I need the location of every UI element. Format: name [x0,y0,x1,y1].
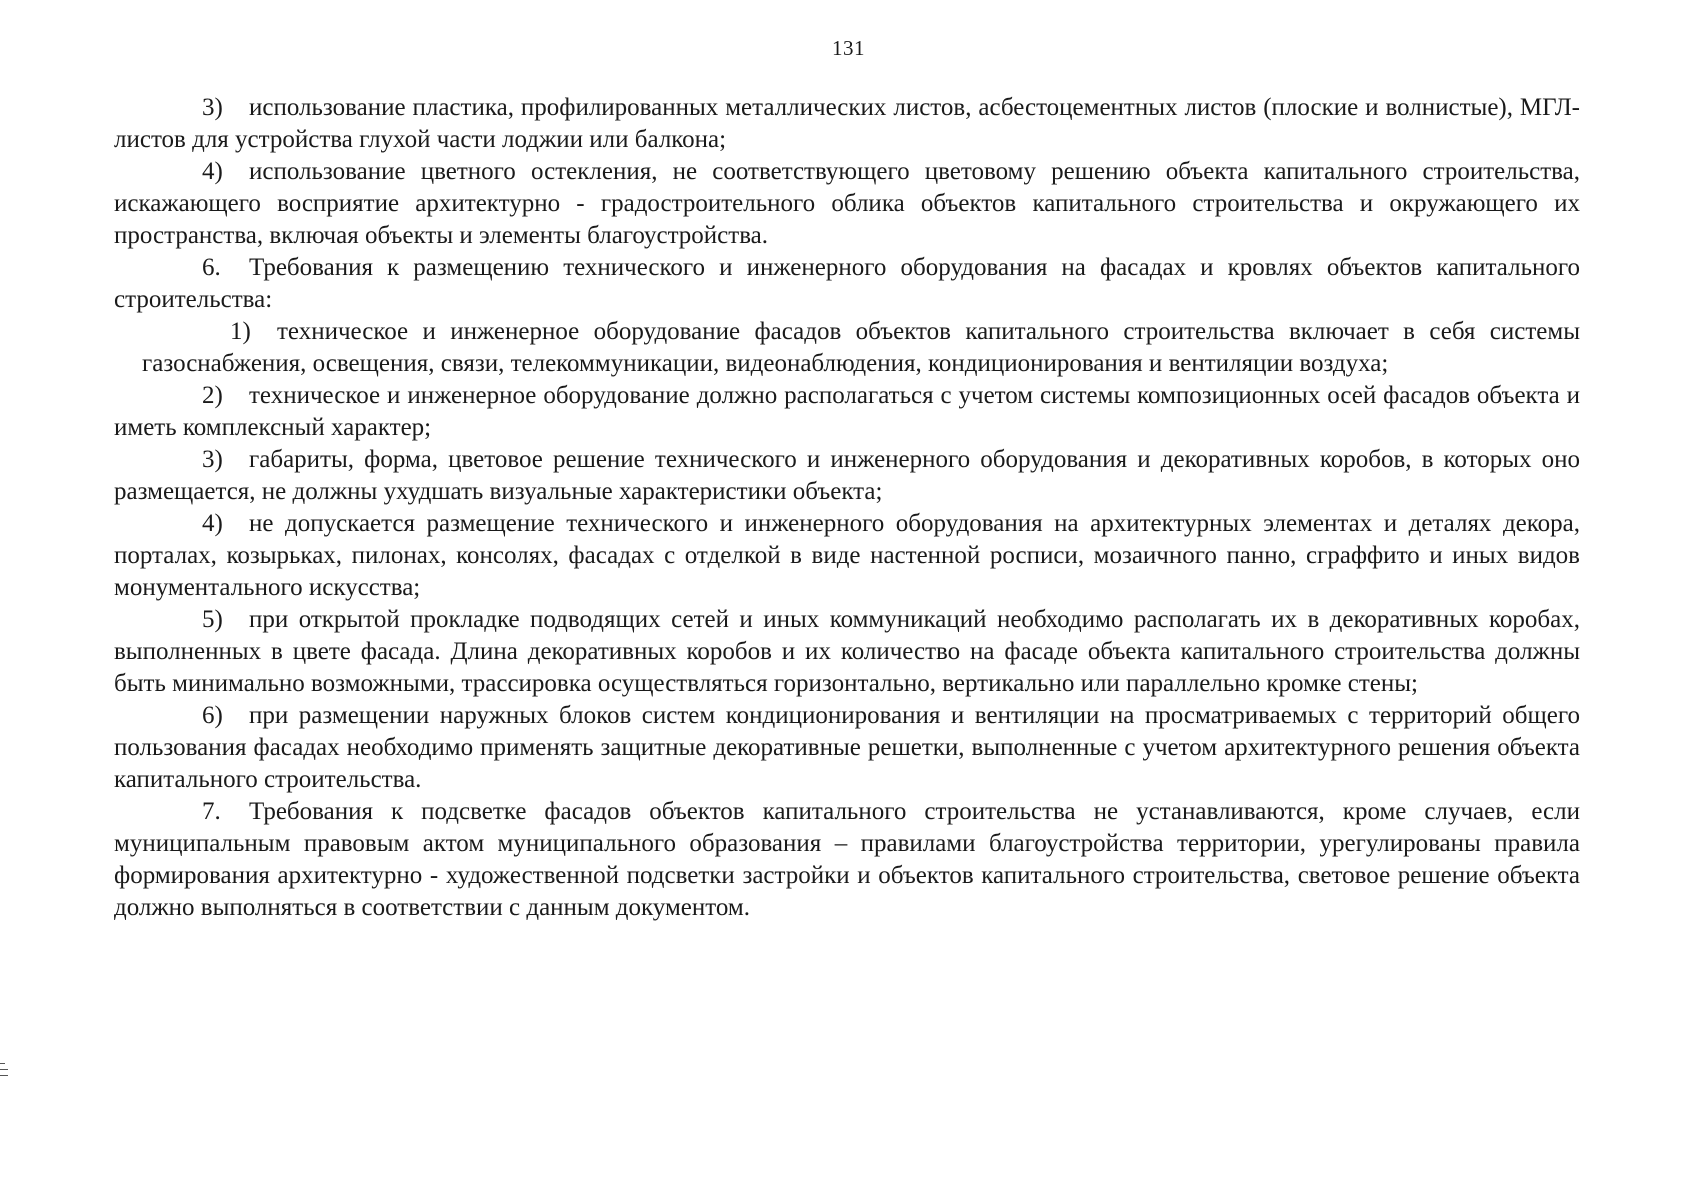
paragraph-text: техническое и инженерное оборудование фасадов объектов капитального строительства включает в себя системы газоснабжения, освещения, связи, телекоммуникации, видеонаблюдения, кондиционирования и вентиляции воздуха; [142,318,1580,377]
paragraph-number: 3) [202,446,223,473]
paragraph-item-3-plastic [114,92,1580,156]
scan-mark [0,1075,8,1076]
paragraph-number: 6. [202,254,221,281]
paragraph-text: техническое и инженерное оборудование должно располагаться с учетом системы композиционных осей фасадов объекта и иметь комплексный характер; [114,382,1580,441]
page-number: 131 [832,36,865,60]
paragraph-item-5-networks [114,604,1580,700]
paragraph-text: использование цветного остекления, не соответствующего цветовому решению объекта капитального строительства, искажающего восприятие архитектурно - градостроительного облика объектов капитального строительства и окружающего их пространства, включая объекты и элементы благоустройства. [114,158,1580,249]
paragraph-text: Требования к подсветке фасадов объектов капитального строительства не устанавливаются, кроме случаев, если муниципальным правовым актом муниципального образования – правилами благоустройства территории, урегулированы правила формирования архитектурно - художественной подсветки застройки и объектов капитального строительства, световое решение объекта должно выполняться в соответствии с данным документом. [114,798,1580,921]
paragraph-number: 7. [202,798,221,825]
paragraph-item-3-dimensions [114,444,1580,508]
paragraph-text: габариты, форма, цветовое решение технического и инженерного оборудования и декоративных коробов, в которых оно размещается, не должны ухудшать визуальные характеристики объекта; [114,446,1580,505]
document-body [114,92,1580,924]
paragraph-number: 1) [230,318,251,345]
paragraph-number: 4) [202,158,223,185]
scan-mark [0,1069,8,1070]
paragraph-item-2-placement [114,380,1580,444]
paragraph-item-4-glazing [114,156,1580,252]
paragraph-text: Требования к размещению технического и инженерного оборудования на фасадах и кровлях объектов капитального строительства: [114,254,1580,313]
paragraph-section-7 [114,796,1580,924]
paragraph-text: при размещении наружных блоков систем кондиционирования и вентиляции на просматриваемых с территорий общего пользования фасадах необходимо применять защитные декоративные решетки, выполненные с учетом архитектурного решения объекта капитального строительства. [114,702,1580,793]
paragraph-item-6-ac-units [114,700,1580,796]
paragraph-text: использование пластика, профилированных металлических листов, асбестоцементных листов (плоские и волнистые), МГЛ-листов для устройства глухой части лоджии или балкона; [114,94,1580,153]
paragraph-number: 2) [202,382,223,409]
paragraph-text: при открытой прокладке подводящих сетей и иных коммуникаций необходимо располагать их в декоративных коробах, выполненных в цвете фасада. Длина декоративных коробов и их количество на фасаде объекта капитального строительства должны быть минимально возможными, трассировка осуществляться горизонтально, вертикально или параллельно кромке стены; [114,606,1580,697]
paragraph-item-1-equipment [114,316,1580,380]
paragraph-number: 3) [202,94,223,121]
scan-edge-marks [0,1063,8,1081]
paragraph-number: 6) [202,702,223,729]
paragraph-text: не допускается размещение технического и инженерного оборудования на архитектурных элементах и деталях декора, порталах, козырьках, пилонах, консолях, фасадах с отделкой в виде настенной росписи, мозаичного панно, сграффито и иных видов монументального искусства; [114,510,1580,601]
paragraph-number: 4) [202,510,223,537]
paragraph-number: 5) [202,606,223,633]
paragraph-item-4-prohibition [114,508,1580,604]
scan-mark [0,1063,5,1064]
paragraph-section-6 [114,252,1580,316]
